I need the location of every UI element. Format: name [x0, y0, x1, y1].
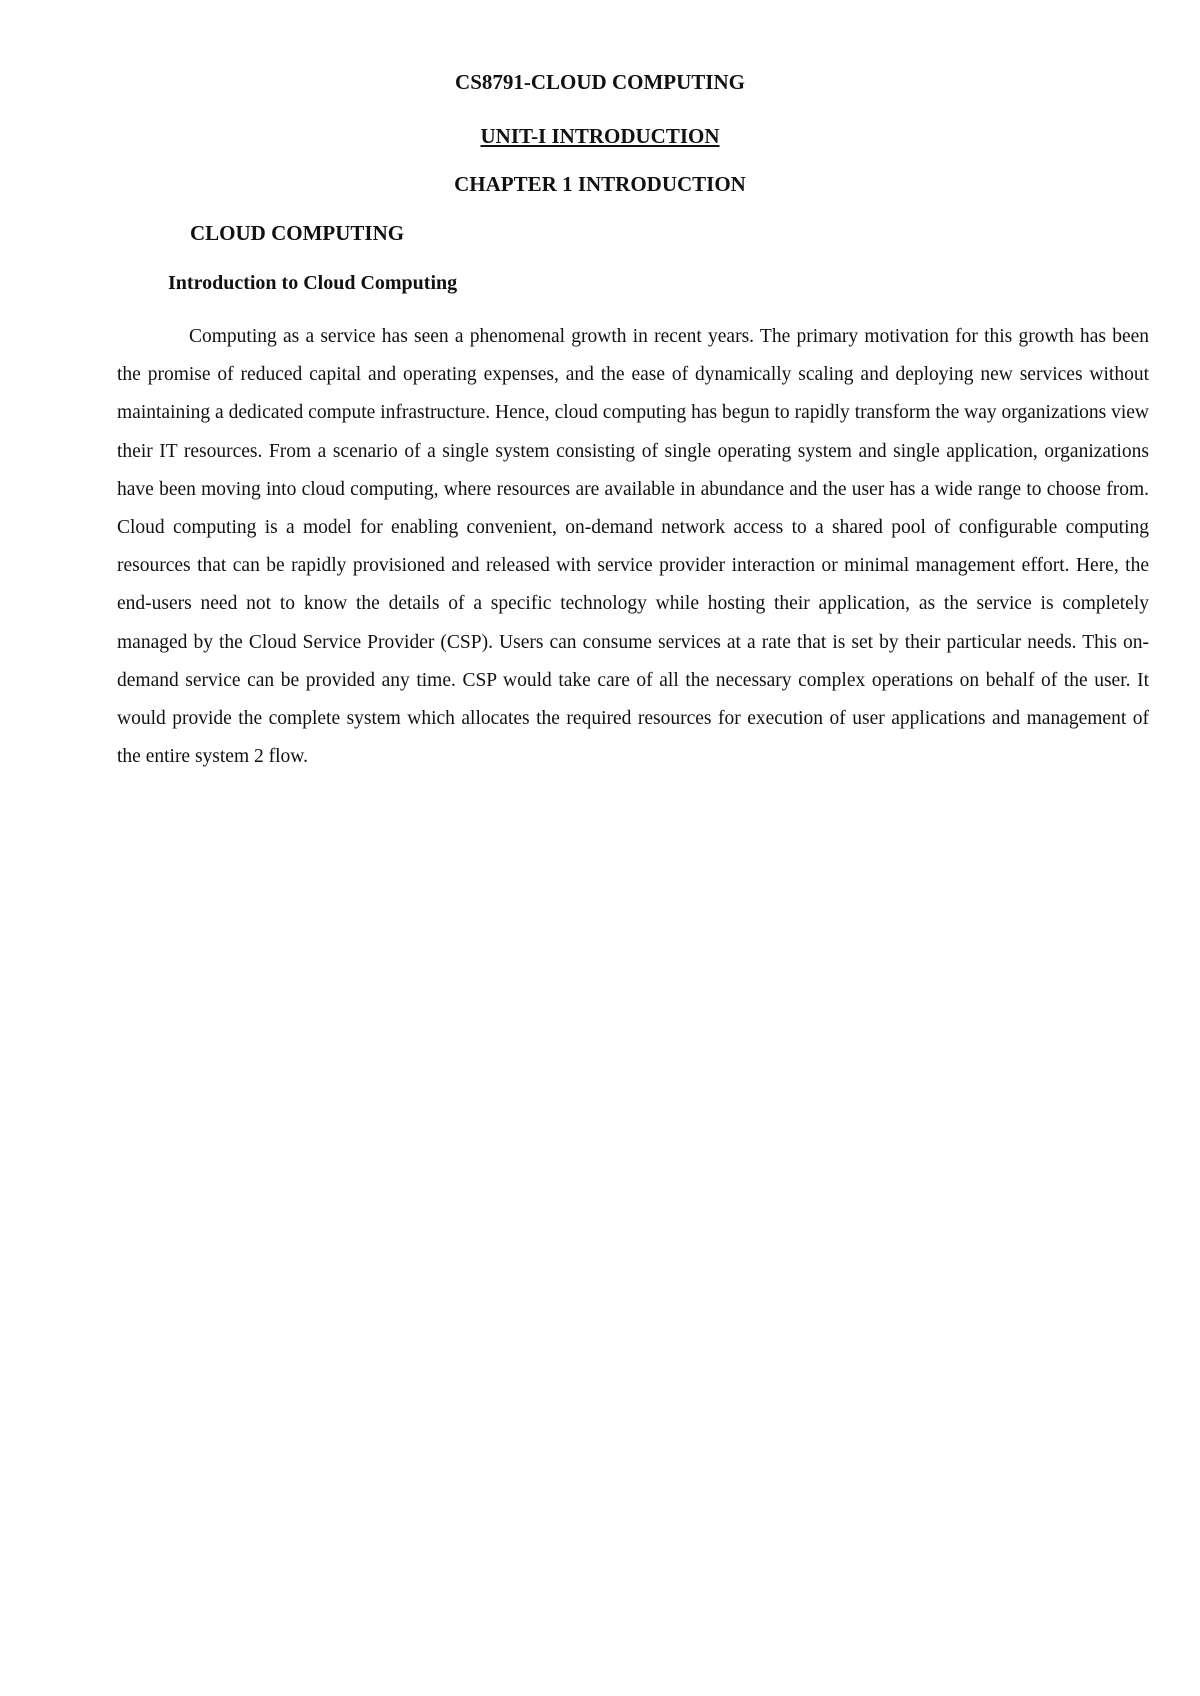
- section-heading: CLOUD COMPUTING: [190, 221, 405, 245]
- course-title: CS8791-CLOUD COMPUTING: [455, 70, 745, 94]
- unit-title: UNIT-I INTRODUCTION: [480, 124, 720, 148]
- subsection-heading: Introduction to Cloud Computing: [168, 272, 458, 294]
- body-paragraph: Computing as a service has seen a phenomenal growth in recent years. The primary motivation for this growth has been the promise of reduced capital and operating expenses, and the ease of dynamically scaling and deploying new services without maintaining a dedicated compute infrastructure. Hence, cloud computing has begun to rapidly transform the way organizations view their IT resources. From a scenario of a single system consisting of single operating system and single application, organizations have been moving into cloud computing, where resources are available in abundance and the user has a wide range to choose from. Cloud computing is a model for enabling convenient, on-demand network access to a shared pool of configurable computing resources that can be rapidly provisioned and released with service provider interaction or minimal management effort. Here, the end-users need not to know the details of a specific technology while hosting their application, as the service is completely managed by the Cloud Service Provider (CSP). Users can consume services at a rate that is set by their particular needs. This on-demand service can be provided any time. CSP would take care of all the necessary complex operations on behalf of the user. It would provide the complete system which allocates the required resources for execution of user applications and management of the entire system 2 flow.: [117, 326, 1149, 768]
- chapter-title: CHAPTER 1 INTRODUCTION: [454, 172, 746, 196]
